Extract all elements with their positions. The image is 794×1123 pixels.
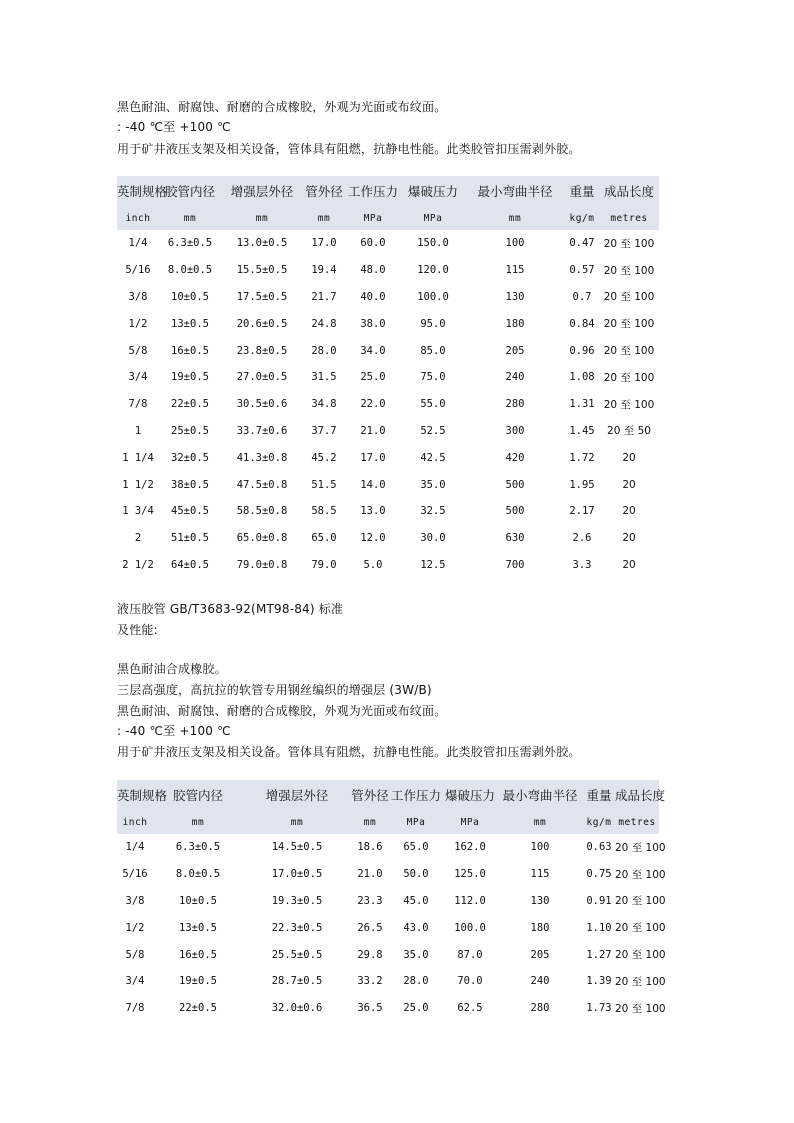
table-cell: 37.7	[311, 424, 337, 437]
unit-cell: metres	[618, 816, 656, 828]
table-cell: 115	[505, 264, 525, 277]
units-row	[117, 810, 659, 834]
table-cell: 28.0	[403, 975, 429, 988]
table-cell: 100.0	[454, 921, 486, 934]
table-cell: 180	[505, 317, 525, 330]
table-cell: 0.7	[572, 290, 592, 303]
table-cell: 20 至 100	[603, 291, 655, 304]
table-cell: 64±0.5	[171, 558, 209, 571]
table-cell: 13.0	[360, 505, 386, 518]
table-cell: 62.5	[457, 1002, 483, 1015]
header-cell: 管外径	[305, 184, 343, 199]
table-cell: 6.3±0.5	[175, 841, 221, 854]
table-cell: 20 至 100	[603, 345, 655, 358]
table-row	[117, 552, 659, 579]
table-cell: 1.72	[569, 451, 595, 464]
table-cell: 13±0.5	[179, 921, 217, 934]
table-row	[117, 230, 659, 257]
table-cell: 162.0	[454, 841, 486, 854]
header-cell: 管外径	[351, 788, 389, 803]
table-cell: 24.8	[311, 317, 337, 330]
standard-title: 液压胶管 GB/T3683-92(MT98-84) 标准	[117, 602, 344, 616]
table-cell: 25±0.5	[171, 424, 209, 437]
table-cell: 34.0	[360, 344, 386, 357]
table-cell: 60.0	[360, 237, 386, 250]
table-cell: 7/8	[125, 1002, 145, 1015]
table-cell: 43.0	[403, 921, 429, 934]
table-cell: 1 3/4	[122, 505, 154, 518]
table-cell: 10±0.5	[171, 290, 209, 303]
table-cell: 23.3	[357, 894, 383, 907]
table-cell: 5.0	[363, 558, 383, 571]
table-cell: 79.0	[311, 558, 337, 571]
table-cell: 34.8	[311, 398, 337, 411]
table-cell: 5/16	[122, 868, 148, 881]
table-cell: 0.47	[569, 237, 595, 250]
table-cell: 35.0	[420, 478, 446, 491]
header-cell: 胶管内径	[164, 184, 215, 199]
table-cell: 20	[622, 532, 636, 545]
table-cell: 100	[505, 237, 525, 250]
table-cell: 205	[530, 948, 550, 961]
header-cell: 工作压力	[390, 788, 441, 803]
table-cell: 17.0	[360, 451, 386, 464]
table-cell: 1	[134, 424, 142, 437]
table-cell: 1.31	[569, 398, 595, 411]
spec-table-2	[117, 780, 666, 1022]
cover-description: 黑色耐油、耐腐蚀、耐磨的合成橡胶，外观为光面或布纹面。	[117, 704, 447, 718]
table-cell: 52.5	[420, 424, 446, 437]
table-row	[117, 337, 659, 364]
table-cell: 8.0±0.5	[175, 868, 221, 881]
table-cell: 20 至 100	[603, 398, 655, 411]
table-cell: 20 至 100	[615, 949, 666, 962]
table-cell: 21.0	[357, 868, 383, 881]
table-cell: 25.0	[360, 371, 386, 384]
table-cell: 50.0	[403, 868, 429, 881]
table-row	[117, 498, 659, 525]
table-cell: 205	[505, 344, 525, 357]
table-cell: 2	[134, 532, 142, 545]
table-cell: 150.0	[417, 237, 449, 250]
table-cell: 180	[530, 921, 550, 934]
table-cell: 19.4	[311, 264, 337, 277]
header-cell: 最小弯曲半径	[477, 184, 553, 199]
table-cell: 20 至 100	[603, 371, 655, 384]
table-cell: 45.0	[403, 894, 429, 907]
application-note: 用于矿井液压支架及相关设备，管体具有阻燃，抗静电性能。此类胶管扣压需剥外胶。	[117, 142, 581, 156]
table-cell: 112.0	[454, 894, 486, 907]
table-cell: 51±0.5	[171, 532, 209, 545]
header-cell: 英制规格	[117, 184, 168, 199]
table-cell: 21.0	[360, 424, 386, 437]
unit-cell: inch	[125, 212, 151, 224]
table-cell: 13.0±0.5	[236, 237, 288, 250]
table-cell: 3/8	[128, 290, 148, 303]
table-cell: 630	[505, 532, 525, 545]
table-cell: 32.0±0.6	[271, 1002, 323, 1015]
table-cell: 32.5	[420, 505, 446, 518]
table-cell: 17.5±0.5	[236, 290, 288, 303]
table-cell: 20 至 100	[615, 1002, 666, 1015]
table-cell: 14.0	[360, 478, 386, 491]
inner-tube-description: 黑色耐油合成橡胶。	[117, 662, 227, 676]
table-cell: 125.0	[454, 868, 486, 881]
table-row	[117, 941, 666, 968]
table-cell: 22±0.5	[171, 398, 209, 411]
table-cell: 0.75	[586, 868, 612, 881]
table-cell: 32±0.5	[171, 451, 209, 464]
table-row	[117, 284, 659, 311]
table-cell: 38±0.5	[171, 478, 209, 491]
table-cell: 20	[622, 478, 636, 491]
table-row	[117, 391, 659, 418]
table-cell: 17.0±0.5	[271, 868, 323, 881]
table-cell: 19.3±0.5	[271, 894, 323, 907]
table-cell: 2 1/2	[122, 558, 154, 571]
table-header	[117, 780, 666, 834]
table-cell: 45±0.5	[171, 505, 209, 518]
temperature-range: : -40 ℃至 +100 ℃	[117, 120, 231, 134]
table-cell: 58.5	[311, 505, 337, 518]
table-cell: 33.7±0.6	[236, 424, 288, 437]
table-cell: 12.0	[360, 532, 386, 545]
unit-cell: MPa	[460, 816, 480, 828]
table-cell: 27.0±0.5	[236, 371, 288, 384]
table-cell: 31.5	[311, 371, 337, 384]
table-cell: 0.84	[569, 317, 595, 330]
table-row	[117, 471, 659, 498]
table-cell: 23.8±0.5	[236, 344, 288, 357]
table-cell: 16±0.5	[171, 344, 209, 357]
table-cell: 28.7±0.5	[271, 975, 323, 988]
table-cell: 420	[505, 451, 525, 464]
unit-cell: mm	[183, 212, 197, 224]
table-cell: 1.27	[586, 948, 612, 961]
table-cell: 58.5±0.8	[236, 505, 288, 518]
reinforcement-description: 三层高强度，高抗拉的软管专用钢丝编织的增强层 (3W/B)	[117, 683, 432, 697]
table-cell: 1/4	[128, 237, 148, 250]
table-cell: 1/4	[125, 841, 145, 854]
material-description: 黑色耐油、耐腐蚀、耐磨的合成橡胶，外观为光面或布纹面。	[117, 100, 447, 114]
header-cell: 工作压力	[347, 184, 398, 199]
table-cell: 8.0±0.5	[167, 264, 213, 277]
unit-cell: MPa	[363, 212, 383, 224]
table-cell: 35.0	[403, 948, 429, 961]
table-cell: 22±0.5	[179, 1002, 217, 1015]
table-cell: 10±0.5	[179, 894, 217, 907]
unit-cell: inch	[122, 816, 148, 828]
table-cell: 79.0±0.8	[236, 558, 288, 571]
header-cell: 爆破压力	[444, 788, 495, 803]
table-cell: 20 至 100	[603, 264, 655, 277]
table-cell: 20 至 100	[603, 318, 655, 331]
table-cell: 22.0	[360, 398, 386, 411]
table-row	[117, 364, 659, 391]
unit-cell: metres	[610, 212, 648, 224]
table-cell: 26.5	[357, 921, 383, 934]
table-row	[117, 995, 666, 1022]
table-cell: 20	[622, 558, 636, 571]
table-cell: 1 1/4	[122, 451, 154, 464]
table-cell: 0.57	[569, 264, 595, 277]
table-cell: 2.6	[572, 532, 592, 545]
table-cell: 15.5±0.5	[236, 264, 288, 277]
table-cell: 1.95	[569, 478, 595, 491]
table-cell: 18.6	[357, 841, 383, 854]
unit-cell: mm	[191, 816, 205, 828]
table-cell: 20 至 100	[615, 895, 666, 908]
table-cell: 500	[505, 478, 525, 491]
table-cell: 22.3±0.5	[271, 921, 323, 934]
table-cell: 42.5	[420, 451, 446, 464]
table-cell: 20 至 100	[615, 975, 666, 988]
table-cell: 33.2	[357, 975, 383, 988]
unit-cell: kg/m	[586, 816, 612, 828]
temperature-range: : -40 ℃至 +100 ℃	[117, 724, 231, 738]
table-row	[117, 861, 666, 888]
header-cell: 成品长度	[615, 788, 666, 803]
table-row	[117, 310, 659, 337]
table-cell: 5/16	[125, 264, 151, 277]
table-cell: 130	[505, 290, 525, 303]
table-row	[117, 914, 666, 941]
table-cell: 2.17	[569, 505, 595, 518]
table-cell: 95.0	[420, 317, 446, 330]
table-cell: 12.5	[420, 558, 446, 571]
table-row	[117, 968, 666, 995]
table-cell: 70.0	[457, 975, 483, 988]
table-cell: 30.0	[420, 532, 446, 545]
table-cell: 55.0	[420, 398, 446, 411]
table-row	[117, 888, 666, 915]
table-cell: 1.45	[569, 424, 595, 437]
table-cell: 120.0	[417, 264, 449, 277]
table-cell: 1/2	[125, 921, 145, 934]
header-row	[117, 780, 666, 810]
table-cell: 41.3±0.8	[236, 451, 288, 464]
header-cell: 重量	[586, 788, 612, 803]
table-cell: 700	[505, 558, 525, 571]
unit-cell: mm	[255, 212, 269, 224]
table-row	[117, 834, 666, 861]
header-row	[117, 176, 659, 206]
table-cell: 100.0	[417, 290, 449, 303]
table-cell: 20	[622, 505, 636, 518]
table-cell: 19±0.5	[171, 371, 209, 384]
header-cell: 爆破压力	[407, 184, 458, 199]
header-cell: 最小弯曲半径	[502, 788, 578, 803]
table-cell: 28.0	[311, 344, 337, 357]
table-cell: 115	[530, 868, 550, 881]
unit-cell: mm	[363, 816, 377, 828]
table-cell: 1.39	[586, 975, 612, 988]
table-cell: 500	[505, 505, 525, 518]
table-cell: 0.96	[569, 344, 595, 357]
table-cell: 36.5	[357, 1002, 383, 1015]
table-cell: 65.0±0.8	[236, 532, 288, 545]
unit-cell: MPa	[406, 816, 426, 828]
unit-cell: mm	[290, 816, 304, 828]
units-row	[117, 206, 659, 230]
unit-cell: kg/m	[569, 212, 595, 224]
table-cell: 1 1/2	[122, 478, 154, 491]
table-cell: 20	[622, 451, 636, 464]
table-cell: 7/8	[128, 398, 148, 411]
table-cell: 5/8	[128, 344, 148, 357]
header-cell: 增强层外径	[265, 788, 329, 803]
table-row	[117, 418, 659, 445]
table-cell: 51.5	[311, 478, 337, 491]
table-cell: 20.6±0.5	[236, 317, 288, 330]
table-cell: 16±0.5	[179, 948, 217, 961]
table-cell: 65.0	[403, 841, 429, 854]
table-cell: 280	[505, 398, 525, 411]
spec-table-1	[117, 176, 659, 578]
table-cell: 25.5±0.5	[271, 948, 323, 961]
table-cell: 87.0	[457, 948, 483, 961]
table-cell: 0.91	[586, 894, 612, 907]
table-body	[117, 834, 666, 1022]
table-cell: 3/4	[128, 371, 148, 384]
table-cell: 240	[505, 371, 525, 384]
unit-cell: MPa	[423, 212, 443, 224]
table-cell: 19±0.5	[179, 975, 217, 988]
table-cell: 38.0	[360, 317, 386, 330]
table-cell: 20 至 100	[615, 841, 666, 854]
table-cell: 40.0	[360, 290, 386, 303]
header-cell: 胶管内径	[172, 788, 223, 803]
table-cell: 300	[505, 424, 525, 437]
table-cell: 48.0	[360, 264, 386, 277]
table-cell: 47.5±0.8	[236, 478, 288, 491]
table-cell: 85.0	[420, 344, 446, 357]
header-cell: 重量	[569, 184, 595, 199]
table-cell: 20 至 100	[603, 237, 655, 250]
table-cell: 45.2	[311, 451, 337, 464]
table-cell: 20 至 100	[615, 868, 666, 881]
table-cell: 17.0	[311, 237, 337, 250]
application-note: 用于矿井液压支架及相关设备。管体具有阻燃，抗静电性能。此类胶管扣压需剥外胶。	[117, 745, 581, 759]
table-cell: 13±0.5	[171, 317, 209, 330]
table-cell: 65.0	[311, 532, 337, 545]
unit-cell: mm	[317, 212, 331, 224]
table-cell: 25.0	[403, 1002, 429, 1015]
unit-cell: mm	[533, 816, 547, 828]
table-cell: 130	[530, 894, 550, 907]
table-row	[117, 257, 659, 284]
table-header	[117, 176, 659, 230]
table-cell: 3.3	[572, 558, 592, 571]
header-cell: 成品长度	[603, 184, 654, 199]
table-cell: 1.73	[586, 1002, 612, 1015]
table-cell: 20 至 100	[615, 922, 666, 935]
table-cell: 30.5±0.6	[236, 398, 288, 411]
table-cell: 1.08	[569, 371, 595, 384]
table-cell: 1.10	[586, 921, 612, 934]
header-cell: 增强层外径	[230, 184, 294, 199]
table-cell: 5/8	[125, 948, 145, 961]
table-cell: 0.63	[586, 841, 612, 854]
header-cell: 英制规格	[117, 788, 168, 803]
unit-cell: mm	[508, 212, 522, 224]
table-row	[117, 444, 659, 471]
table-cell: 1/2	[128, 317, 148, 330]
performance-heading: 及性能:	[117, 623, 158, 637]
table-cell: 280	[530, 1002, 550, 1015]
table-row	[117, 525, 659, 552]
table-cell: 75.0	[420, 371, 446, 384]
table-cell: 29.8	[357, 948, 383, 961]
table-cell: 14.5±0.5	[271, 841, 323, 854]
table-body	[117, 230, 659, 578]
table-cell: 100	[530, 841, 550, 854]
table-cell: 3/8	[125, 894, 145, 907]
table-cell: 3/4	[125, 975, 145, 988]
table-cell: 20 至 50	[607, 425, 651, 438]
table-cell: 240	[530, 975, 550, 988]
table-cell: 6.3±0.5	[167, 237, 213, 250]
table-cell: 21.7	[311, 290, 337, 303]
